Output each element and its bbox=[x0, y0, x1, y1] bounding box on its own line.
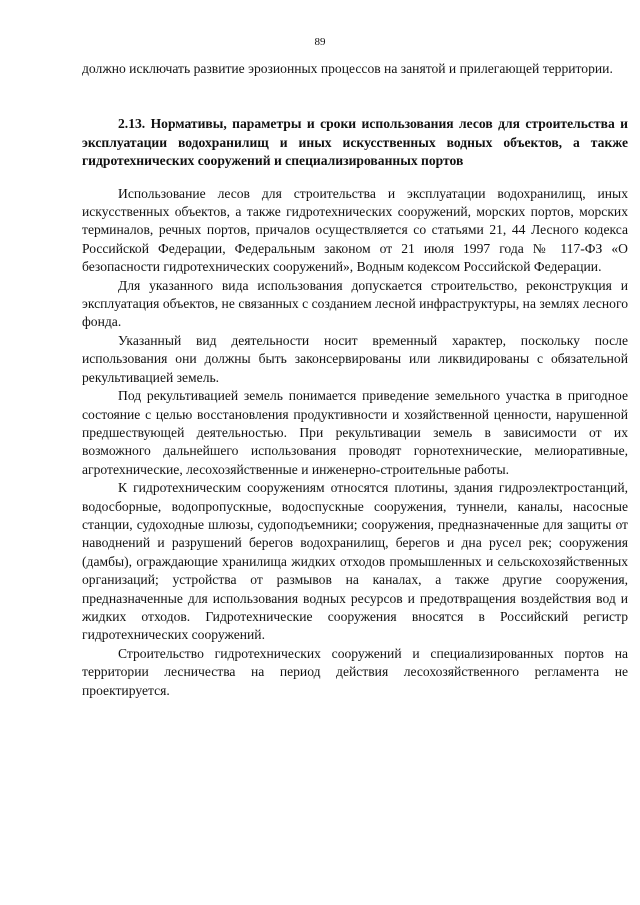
body-paragraph: Указанный вид деятельности носит временный характер, поскольку после использования они должны быть законсервированы или ликвидированы с обязательной рекультивацией земель. bbox=[82, 332, 628, 385]
document-body bbox=[82, 60, 628, 700]
page-number: 89 bbox=[314, 36, 326, 48]
body-paragraph: Использование лесов для строительства и эксплуатации водохранилищ, иных искусственных объектов, а также гидротехнических сооружений, морских портов, морских терминалов, речных портов, причалов осуществляется со статьями 21, 44 Лесного кодекса Российской Федерации, Федеральным законом от 21 июля 1997 года № 117-ФЗ «О безопасности гидротехнических сооружений», Водным кодексом Российской Федерации. bbox=[82, 185, 628, 275]
body-paragraph: Строительство гидротехнических сооружений и специализированных портов на территории лесничества на период действия лесохозяйственного регламента не проектируется. bbox=[82, 645, 628, 698]
body-paragraph: К гидротехническим сооружениям относятся плотины, здания гидроэлектростанций, водосборные, водопропускные, водоспускные сооружения, туннели, каналы, насосные станции, судоходные шлюзы, судоподъемники; сооружения, предназначенные для защиты от наводнений и разрушений берегов водохранилищ, берегов и дна русел рек; сооружения (дамбы), ограждающие хранилища жидких отходов промышленных и сельскохозяйственных организаций; устройства от размывов на каналах, а также другие сооружения, предназначенные для использования водных ресурсов и предотвращения воздействия вод и жидких отходов. Гидротехнические сооружения вносятся в Российский регистр гидротехнических сооружений. bbox=[82, 480, 628, 643]
body-paragraph: Для указанного вида использования допускается строительство, реконструкция и эксплуатация объектов, не связанных с созданием лесной инфраструктуры, на землях лесного фонда. bbox=[82, 277, 628, 330]
intro-paragraph: должно исключать развитие эрозионных процессов на занятой и прилегающей территории. bbox=[82, 61, 613, 76]
body-paragraph: Под рекультивацией земель понимается приведение земельного участка в пригодное состояние с целью восстановления продуктивности и хозяйственной ценности, нарушенной предшествующей деятельностью. При рекультивации земель в зависимости от их возможного дальнейшего использования проводят горнотехнические, мелиоративные, агротехнические, лесохозяйственные и инженерно-строительные работы. bbox=[82, 388, 628, 477]
section-heading: 2.13. Нормативы, параметры и сроки использования лесов для строительства и эксплуатации водохранилищ и иных искусственных водных объектов, а также гидротехнических сооружений и специализированных портов bbox=[82, 116, 628, 169]
